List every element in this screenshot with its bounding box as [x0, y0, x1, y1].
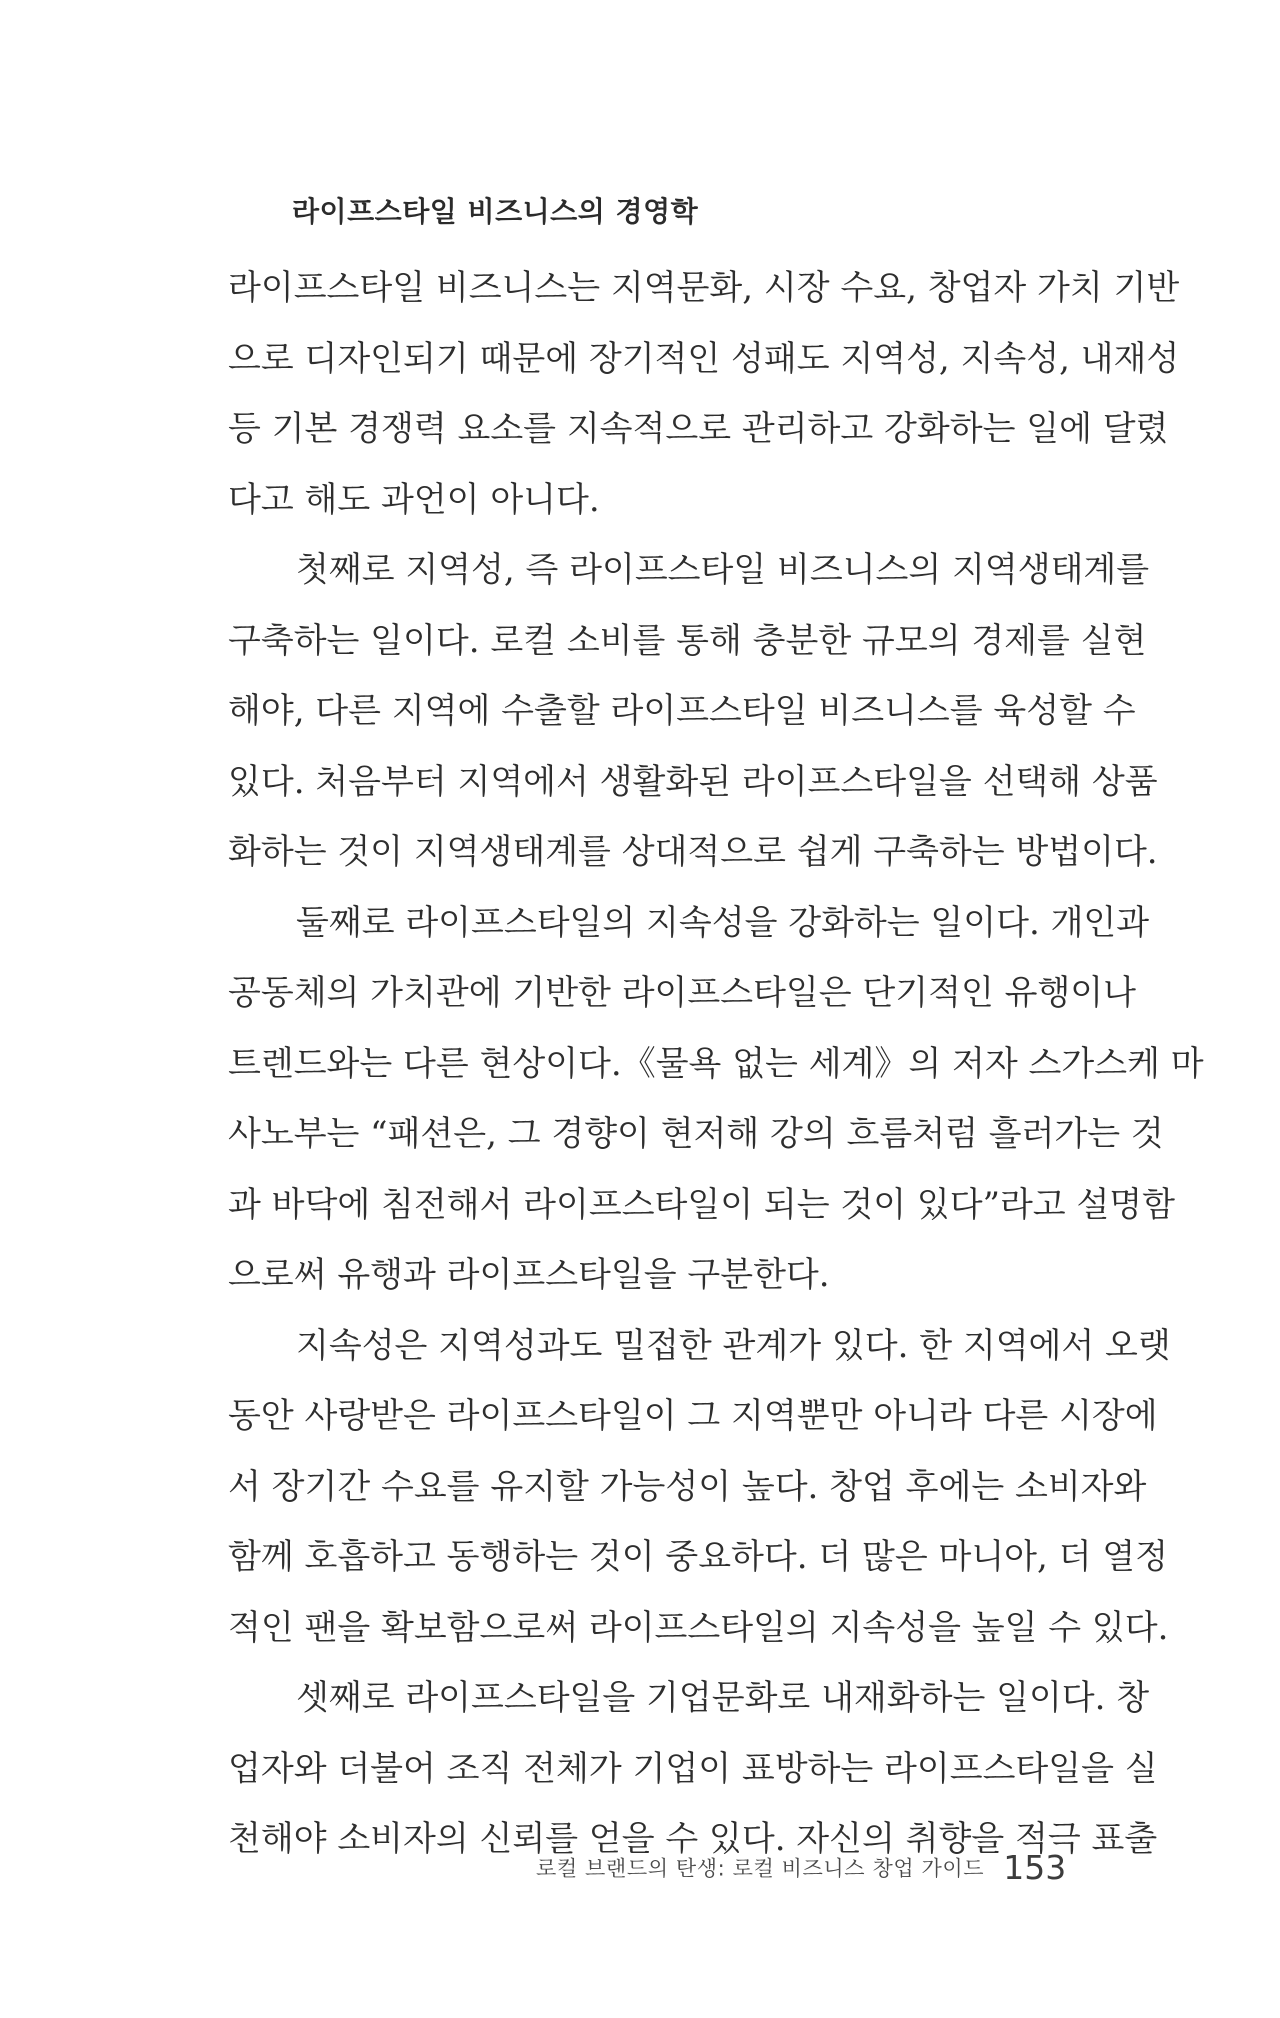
- body-line: 함께 호흡하고 동행하는 것이 중요하다. 더 많은 마니아, 더 열정: [228, 1537, 1168, 1577]
- body-line: 둘째로 라이프스타일의 지속성을 강화하는 일이다. 개인과: [296, 902, 1150, 943]
- body-line: 천해야 소비자의 신뢰를 얻을 수 있다. 자신의 취향을 적극 표출: [228, 1819, 1158, 1859]
- body-line: 업자와 더불어 조직 전체가 기업이 표방하는 라이프스타일을 실: [228, 1748, 1158, 1789]
- section-heading: 라이프스타일 비즈니스의 경영학: [292, 195, 699, 228]
- body-line: 등 기본 경쟁력 요소를 지속적으로 관리하고 강화하는 일에 달렸: [228, 409, 1169, 449]
- body-line: 으로써 유행과 라이프스타일을 구분한다.: [228, 1255, 830, 1295]
- body-line: 동안 사랑받은 라이프스타일이 그 지역뿐만 아니라 다른 시장에: [228, 1396, 1158, 1436]
- body-line: 과 바닥에 침전해서 라이프스타일이 되는 것이 있다”라고 설명함: [228, 1184, 1175, 1225]
- body-line: 공동체의 가치관에 기반한 라이프스타일은 단기적인 유행이나: [228, 973, 1136, 1013]
- body-line: 사노부는 “패션은, 그 경향이 현저해 강의 흐름처럼 흘러가는 것: [228, 1114, 1164, 1154]
- body-line: 해야, 다른 지역에 수출할 라이프스타일 비즈니스를 육성할 수: [228, 691, 1136, 731]
- body-line: 서 장기간 수요를 유지할 가능성이 높다. 창업 후에는 소비자와: [228, 1466, 1147, 1507]
- running-footer: [536, 1848, 1066, 1887]
- body-line: 트렌드와는 다른 현상이다.《물욕 없는 세계》의 저자 스가스케 마: [228, 1043, 1204, 1084]
- body-line: 지속성은 지역성과도 밀접한 관계가 있다. 한 지역에서 오랫: [296, 1325, 1171, 1366]
- body-line: 첫째로 지역성, 즉 라이프스타일 비즈니스의 지역생태계를: [296, 550, 1150, 590]
- body-line: 셋째로 라이프스타일을 기업문화로 내재화하는 일이다. 창: [296, 1678, 1150, 1718]
- body-line: 적인 팬을 확보함으로써 라이프스타일의 지속성을 높일 수 있다.: [228, 1607, 1169, 1648]
- body-line: 화하는 것이 지역생태계를 상대적으로 쉽게 구축하는 방법이다.: [228, 832, 1158, 872]
- body-line: 으로 디자인되기 때문에 장기적인 성패도 지역성, 지속성, 내재성: [228, 338, 1180, 379]
- body-line: 라이프스타일 비즈니스는 지역문화, 시장 수요, 창업자 가치 기반: [228, 268, 1180, 308]
- body-line: 다고 해도 과언이 아니다.: [228, 479, 600, 520]
- body-line: 구축하는 일이다. 로컬 소비를 통해 충분한 규모의 경제를 실현: [228, 620, 1147, 661]
- body-text: [228, 258, 1204, 1880]
- page-number: 153: [1003, 1848, 1067, 1887]
- footer-book-title: 로컬 브랜드의 탄생: 로컬 비즈니스 창업 가이드: [536, 1856, 985, 1881]
- body-line: 있다. 처음부터 지역에서 생활화된 라이프스타일을 선택해 상품: [228, 761, 1158, 802]
